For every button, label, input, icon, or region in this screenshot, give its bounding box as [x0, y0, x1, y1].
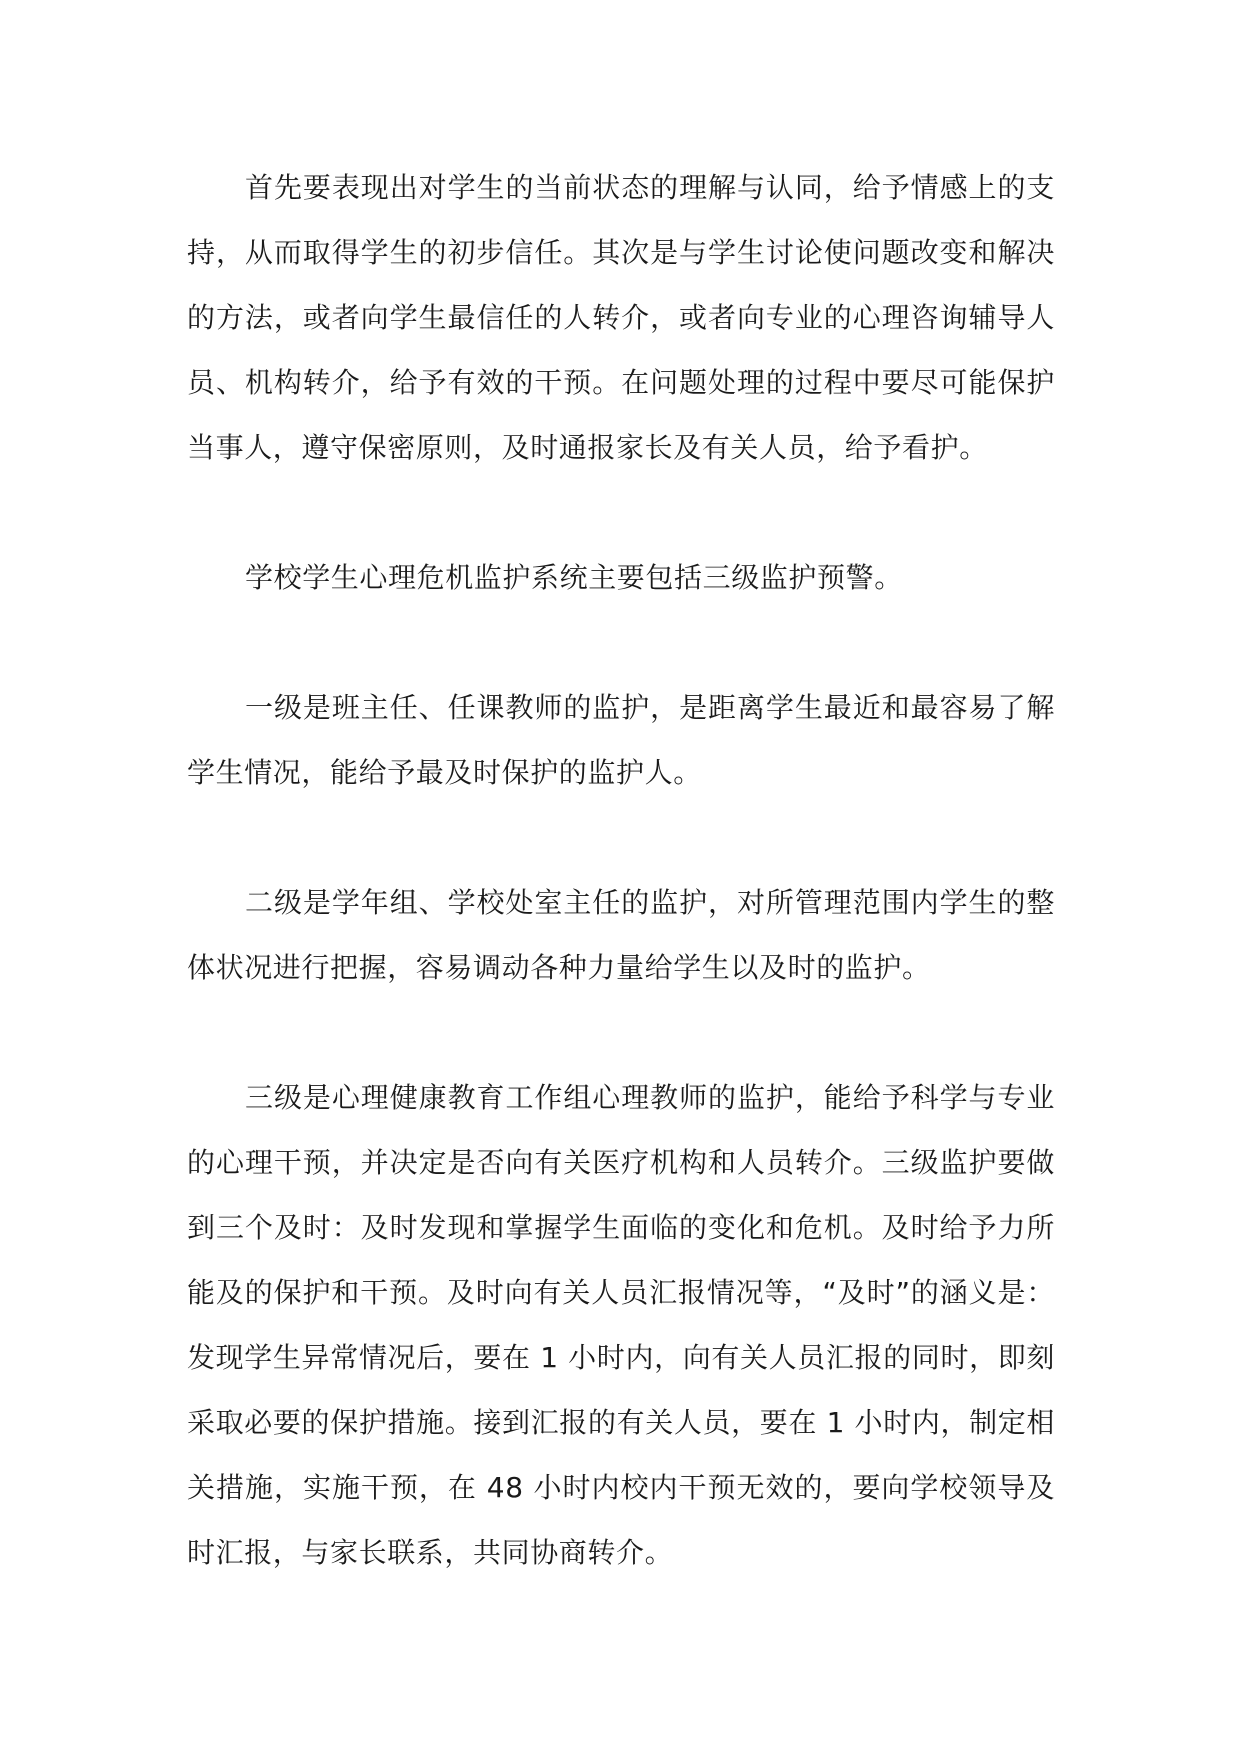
paragraph-level-two: 二级是学年组、学校处室主任的监护，对所管理范围内学生的整体状况进行把握，容易调动各种力量给学生以及时的监护。 — [187, 886, 1055, 984]
paragraph-intervention-steps: 首先要表现出对学生的当前状态的理解与认同，给予情感上的支持，从而取得学生的初步信任。其次是与学生讨论使问题改变和解决的方法，或者向学生最信任的人转介，或者向专业的心理咨询辅导人员、机构转介，给予有效的干预。在问题处理的过程中要尽可能保护当事人，遵守保密原则，及时通报家长及有关人员，给予看护。 — [187, 171, 1055, 464]
paragraph-level-three: 三级是心理健康教育工作组心理教师的监护，能给予科学与专业的心理干预，并决定是否向有关医疗机构和人员转介。三级监护要做到三个及时：及时发现和掌握学生面临的变化和危机。及时给予力所能及的保护和干预。及时向有关人员汇报情况等，“及时”的涵义是：发现学生异常情况后，要在 1 小时内，向有关人员汇报的同时，即刻采取必要的保护措施。接到汇报的有关人员，要在 1 小时内，制定相关措施，实施干预，在 48 小时内校内干预无效的，要向学校领导及时汇报，与家长联系，共同协商转介。 — [187, 1081, 1055, 1569]
paragraph-gap — [187, 480, 1055, 545]
paragraph-gap — [187, 610, 1055, 675]
paragraph-gap — [187, 1000, 1055, 1065]
document-body — [187, 155, 1055, 1585]
paragraph-level-one: 一级是班主任、任课教师的监护，是距离学生最近和最容易了解学生情况，能给予最及时保护的监护人。 — [187, 691, 1055, 789]
paragraph-monitoring-system: 学校学生心理危机监护系统主要包括三级监护预警。 — [245, 561, 903, 594]
paragraph-gap — [187, 805, 1055, 870]
